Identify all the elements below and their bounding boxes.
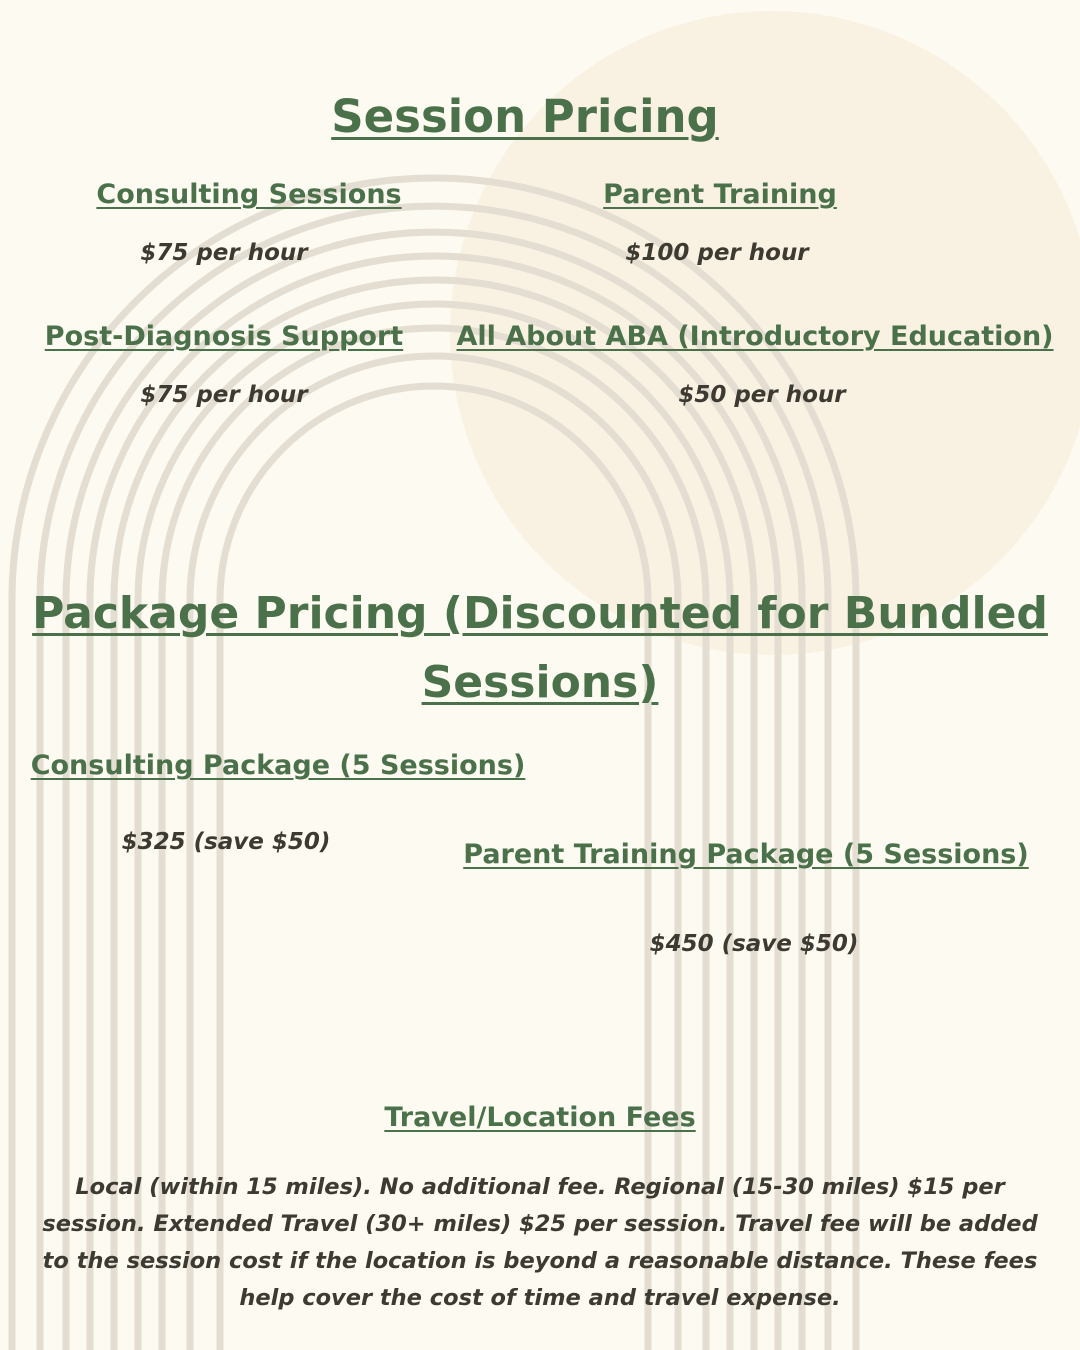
parent-training-package-heading: Parent Training Package (5 Sessions) <box>463 839 1029 870</box>
consulting-package-price: $325 (save $50) <box>121 829 331 855</box>
all-about-aba-price: $50 per hour <box>678 382 846 408</box>
consulting-sessions-price: $75 per hour <box>140 240 308 266</box>
package-pricing-title-line1: Package Pricing (Discounted for Bundled <box>32 588 1048 639</box>
travel-fees-description: Local (within 15 miles). No additional fee. Regional (15-30 miles) $15 per session. Extended Travel (30+ miles) $25 per session. Travel fee will be added to the session cost if the location is beyond a reasonable distance. These fees help cover the cost of time and travel expense. <box>42 1174 1038 1311</box>
post-diagnosis-support-price: $75 per hour <box>140 382 308 408</box>
parent-training-price: $100 per hour <box>625 240 809 266</box>
post-diagnosis-support-heading: Post-Diagnosis Support <box>44 321 404 352</box>
consulting-sessions-heading: Consulting Sessions <box>96 179 402 210</box>
travel-fees-heading: Travel/Location Fees <box>384 1102 696 1133</box>
parent-training-package-price: $450 (save $50) <box>649 931 859 957</box>
package-pricing-title-line2: Sessions) <box>421 657 659 708</box>
parent-training-heading: Parent Training <box>603 179 837 210</box>
consulting-package-heading: Consulting Package (5 Sessions) <box>30 750 526 781</box>
all-about-aba-heading: All About ABA (Introductory Education) <box>456 321 1054 352</box>
session-pricing-title: Session Pricing <box>331 90 719 143</box>
